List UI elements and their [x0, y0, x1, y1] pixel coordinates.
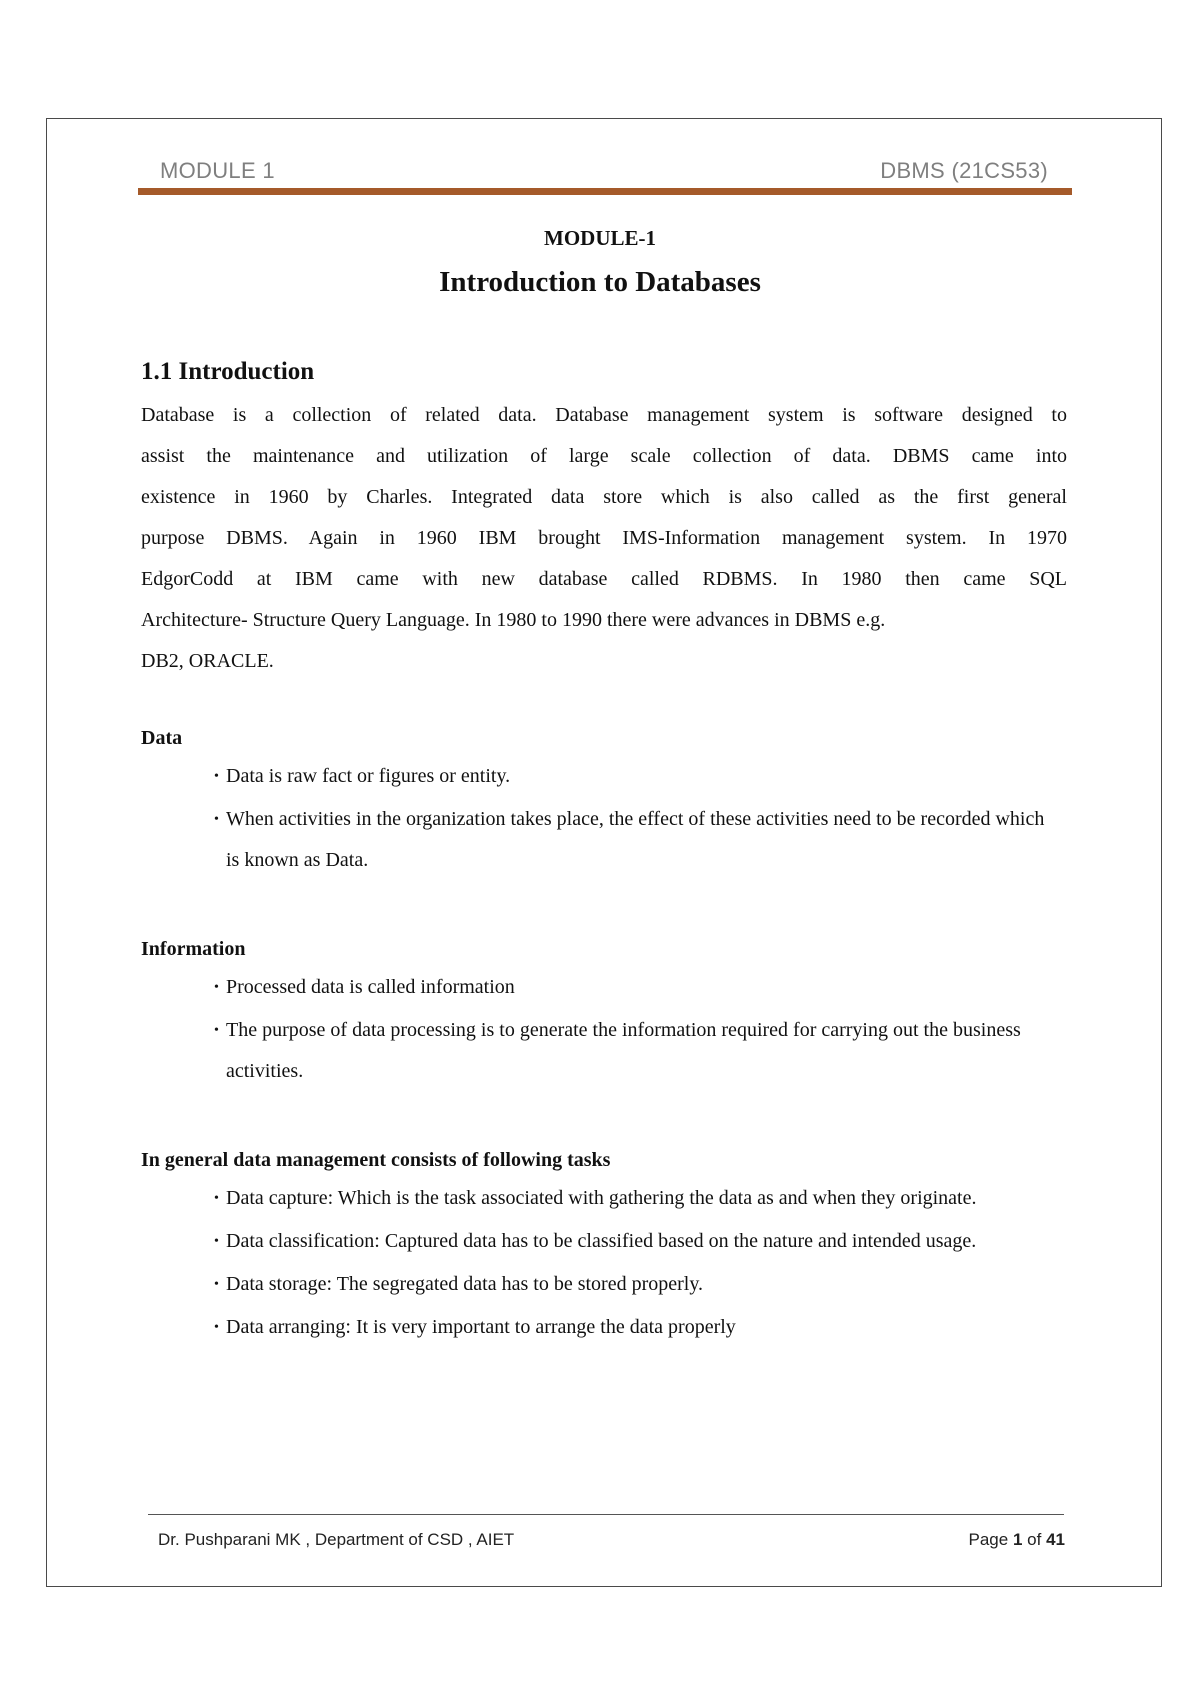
footer-page-current: 1 [1012, 1530, 1023, 1549]
section-heading-introduction: 1.1 Introduction [141, 358, 315, 385]
paragraph-line: Architecture- Structure Query Language. In 1980 to 1990 there were advances in DBMS e.g. [141, 609, 886, 631]
paragraph-line: purpose DBMS. Again in 1960 IBM brought IMS-Information management system. In 1970 [141, 527, 1067, 549]
header-rule [138, 188, 1072, 195]
footer-page-total: 41 [1046, 1530, 1065, 1549]
footer-rule [148, 1514, 1064, 1515]
header-module: MODULE 1 [160, 158, 275, 183]
list-item: • Data arranging: It is very important to arrange the data properly [226, 1307, 1058, 1348]
list-item: • Data storage: The segregated data has to be stored properly. [226, 1264, 1058, 1305]
heading-information: Information [141, 938, 246, 960]
list-item: • Data classification: Captured data has to be classified based on the nature and intended usage. [226, 1221, 1058, 1262]
information-bullet-list [226, 967, 1058, 1094]
footer-page-number [969, 1530, 1065, 1550]
list-item: • When activities in the organization takes place, the effect of these activities need to be recorded which is known as Data. [226, 799, 1058, 881]
list-item: • The purpose of data processing is to generate the information required for carrying out the business activities. [226, 1010, 1058, 1092]
list-item: • Data capture: Which is the task associated with gathering the data as and when they originate. [226, 1178, 1058, 1219]
heading-tasks: In general data management consists of following tasks [141, 1149, 611, 1171]
heading-data: Data [141, 727, 183, 749]
footer-page-word: Page [968, 1530, 1009, 1549]
paragraph-line: EdgorCodd at IBM came with new database called RDBMS. In 1980 then came SQL [141, 568, 1067, 590]
introduction-paragraph [141, 395, 1067, 682]
tasks-bullet-list [226, 1178, 1058, 1350]
paragraph-line: DB2, ORACLE. [141, 650, 274, 672]
page-title: Introduction to Databases [439, 266, 761, 298]
data-bullet-list [226, 756, 1058, 883]
list-item: • Processed data is called information [226, 967, 1058, 1008]
footer-of-word: of [1027, 1530, 1042, 1549]
list-item: • Data is raw fact or figures or entity. [226, 756, 1058, 797]
paragraph-line: assist the maintenance and utilization of large scale collection of data. DBMS came into [141, 445, 1067, 467]
module-label: MODULE-1 [544, 226, 656, 250]
paragraph-line: Database is a collection of related data. Database management system is software designed to [141, 404, 1067, 426]
footer-author: Dr. Pushparani MK , Department of CSD , AIET [158, 1530, 515, 1549]
header-course-code: DBMS (21CS53) [880, 158, 1048, 183]
paragraph-line: existence in 1960 by Charles. Integrated data store which is also called as the first general [141, 486, 1067, 508]
